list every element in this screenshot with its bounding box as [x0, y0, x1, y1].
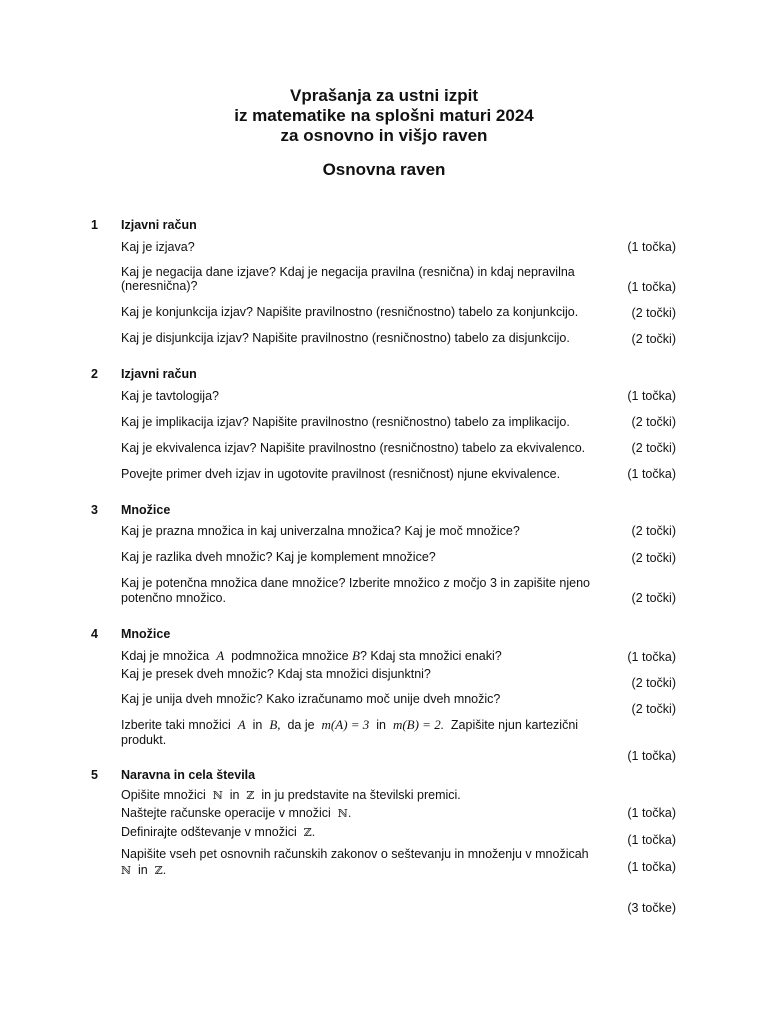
question-text-line-2: (neresnična)?	[121, 279, 198, 293]
question-points: (2 točki)	[631, 441, 676, 455]
question-text: Kaj je izjava?	[121, 240, 195, 254]
question-points: (3 točke)	[627, 901, 676, 915]
section-number: 4	[91, 627, 98, 641]
integers-symbol: ℤ.	[154, 864, 167, 877]
question-points: (2 točki)	[631, 415, 676, 429]
math-expression: m(B) = 2.	[392, 717, 444, 732]
set-variable: A	[237, 717, 246, 732]
question-text-line-1: Izberite taki množici A in B, da je m(A) = 3 in m(B) = 2. Zapišite njun kartezični	[121, 717, 579, 732]
section-number: 2	[91, 367, 98, 381]
question-points: (2 točki)	[631, 551, 676, 565]
question-text: Kaj je razlika dveh množic? Kaj je komplement množice?	[121, 550, 436, 564]
natural-numbers-symbol: ℕ	[212, 789, 223, 802]
question-text: Kaj je presek dveh množic? Kdaj sta množici disjunktni?	[121, 667, 431, 681]
subtitle: Osnovna raven	[322, 160, 446, 179]
question-text-line-2: produkt.	[121, 733, 167, 747]
question-text-line-1: Kaj je potenčna množica dane množice? Izberite množico z močjo 3 in zapišite njeno	[121, 576, 591, 590]
question-points: (1 točka)	[627, 860, 676, 874]
question-text: Kaj je implikacija izjav? Napišite pravilnostno (resničnostno) tabelo za implikacijo.	[121, 415, 570, 429]
question-text: Opišite množici ℕ in ℤ in ju predstavite na številski premici.	[121, 788, 461, 802]
question-text: Kaj je disjunkcija izjav? Napišite pravilnostno (resničnostno) tabelo za disjunkcijo.	[121, 331, 570, 345]
section-title: Množice	[121, 503, 171, 517]
question-points: (2 točki)	[631, 306, 676, 320]
question-text: Kaj je ekvivalenca izjav? Napišite pravilnostno (resničnostno) tabelo za ekvivalenco.	[121, 441, 586, 455]
question-text: Kaj je unija dveh množic? Kako izračunamo moč unije dveh množic?	[121, 692, 501, 706]
section-title: Množice	[121, 627, 171, 641]
integers-symbol: ℤ	[246, 789, 255, 802]
set-variable: A	[216, 648, 225, 663]
title-line-2: iz matematike na splošni maturi 2024	[234, 106, 534, 125]
set-variable: B,	[269, 717, 281, 732]
section-title: Naravna in cela števila	[121, 768, 256, 782]
section-title: Izjavni račun	[121, 367, 197, 381]
question-points: (1 točka)	[627, 806, 676, 820]
question-text: Kaj je konjunkcija izjav? Napišite pravilnostno (resničnostno) tabelo za konjunkcijo.	[121, 305, 579, 319]
set-variable: B	[352, 648, 360, 663]
section-number: 1	[91, 218, 98, 232]
question-points: (1 točka)	[627, 749, 676, 763]
question-text: Definirajte odštevanje v množici ℤ.	[121, 825, 316, 839]
question-text-line-2: potenčno množico.	[121, 591, 226, 605]
question-text-line-2: ℕ in ℤ.	[121, 863, 167, 877]
math-expression: m(A) = 3	[321, 717, 370, 732]
question-points: (2 točki)	[631, 332, 676, 346]
question-points: (1 točka)	[627, 650, 676, 664]
question-points: (1 točka)	[627, 389, 676, 403]
question-text-line-1: Napišite vseh pet osnovnih računskih zakonov o seštevanju in množenju v množicah	[121, 847, 589, 861]
question-text: Povejte primer dveh izjav in ugotovite pravilnost (resničnost) njune ekvivalence.	[121, 467, 561, 481]
question-text: Kaj je tavtologija?	[121, 389, 219, 403]
section-number: 3	[91, 503, 98, 517]
title-line-3: za osnovno in višjo raven	[280, 126, 488, 145]
question-points: (1 točka)	[627, 280, 676, 294]
natural-numbers-symbol: ℕ.	[337, 807, 352, 820]
question-text: Naštejte računske operacije v množici ℕ.	[121, 806, 352, 820]
integers-symbol: ℤ.	[303, 826, 316, 839]
question-points: (2 točki)	[631, 524, 676, 538]
question-text-line-1: Kaj je negacija dane izjave? Kdaj je negacija pravilna (resnična) in kdaj nepravilna	[121, 265, 575, 279]
question-text: Kdaj je množica A podmnožica množice B? Kdaj sta množici enaki?	[121, 648, 502, 663]
section-title: Izjavni račun	[121, 218, 197, 232]
question-points: (1 točka)	[627, 467, 676, 481]
question-points: (1 točka)	[627, 240, 676, 254]
natural-numbers-symbol: ℕ	[121, 864, 132, 877]
title-line-1: Vprašanja za ustni izpit	[290, 86, 478, 105]
question-points: (2 točki)	[631, 702, 676, 716]
question-text: Kaj je prazna množica in kaj univerzalna množica? Kaj je moč množice?	[121, 524, 520, 538]
question-points: (2 točki)	[631, 676, 676, 690]
question-points: (1 točka)	[627, 833, 676, 847]
section-number: 5	[91, 768, 98, 782]
question-points: (2 točki)	[631, 591, 676, 605]
